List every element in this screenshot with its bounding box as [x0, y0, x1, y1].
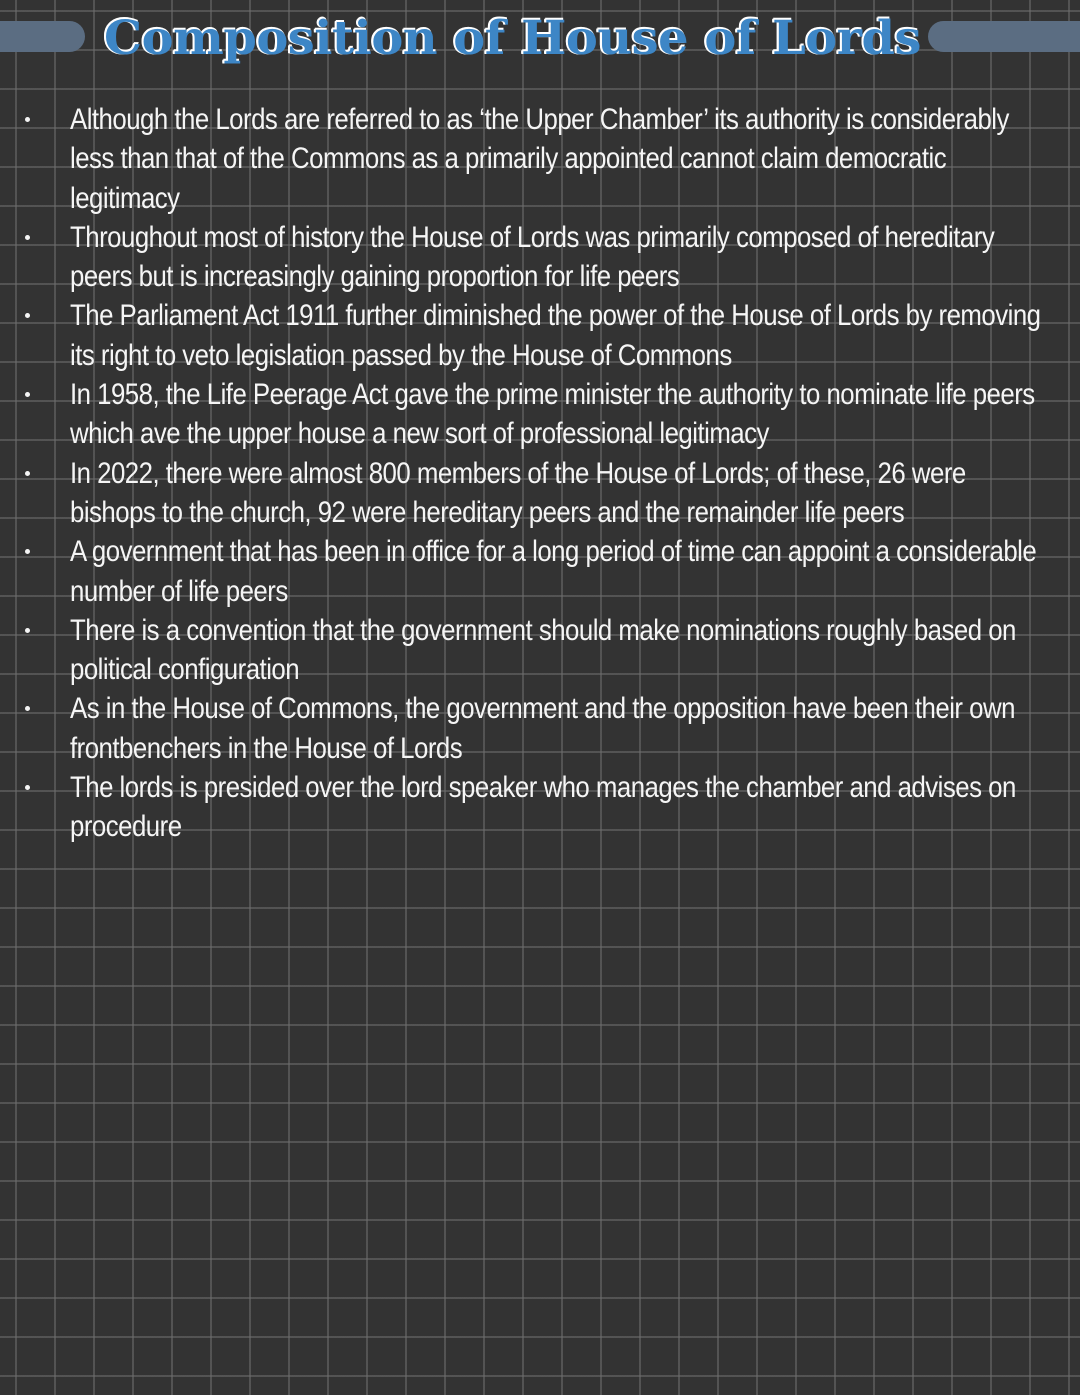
bullet-list: [0, 100, 1080, 847]
bullet-text: A government that has been in office for a long period of time can appoint a considerable number of life peers: [70, 535, 1037, 608]
bullet-text: Throughout most of history the House of Lords was primarily composed of hereditary peers but is increasingly gaining proportion for life peers: [70, 220, 995, 294]
list-item: [0, 100, 1080, 218]
list-item: [0, 611, 1080, 690]
bullet-icon: [25, 628, 30, 633]
bullet-icon: [25, 392, 30, 397]
bullet-icon: [25, 549, 30, 554]
bullet-text: The Parliament Act 1911 further diminished the power of the House of Lords by removing its right to veto legislation passed by the House of Commons: [70, 299, 1041, 372]
bullet-text: The lords is presided over the lord speaker who manages the chamber and advises on procedure: [70, 771, 1016, 844]
bullet-text: As in the House of Commons, the government and the opposition have been their own frontbenchers in the House of Lords: [70, 692, 1015, 765]
list-item: [0, 768, 1080, 847]
list-item: [0, 532, 1080, 611]
page-title: Composition of House of Lords: [104, 11, 921, 66]
bullet-text: In 1958, the Life Peerage Act gave the prime minister the authority to nominate life peers which ave the upper house a new sort of professional legitimacy: [70, 378, 1035, 451]
bullet-icon: [25, 117, 30, 122]
bullet-text: There is a convention that the government should make nominations roughly based on political configuration: [70, 613, 1016, 687]
bullet-icon: [25, 471, 30, 476]
decorative-pill-left: [0, 21, 85, 52]
bullet-text: Although the Lords are referred to as ‘the Upper Chamber’ its authority is considerably less than that of the Commons as a primarily appointed cannot claim democratic legitimacy: [70, 103, 1009, 215]
bullet-text: In 2022, there were almost 800 members of the House of Lords; of these, 26 were bishops to the church, 92 were hereditary peers and the remainder life peers: [70, 456, 966, 529]
list-item: [0, 218, 1080, 297]
list-item: [0, 296, 1080, 375]
bullet-icon: [25, 785, 30, 790]
bullet-icon: [25, 313, 30, 318]
bullet-icon: [25, 235, 30, 240]
list-item: [0, 689, 1080, 768]
list-item: [0, 454, 1080, 533]
bullet-icon: [25, 706, 30, 711]
list-item: [0, 375, 1080, 454]
decorative-pill-right: [928, 21, 1080, 52]
